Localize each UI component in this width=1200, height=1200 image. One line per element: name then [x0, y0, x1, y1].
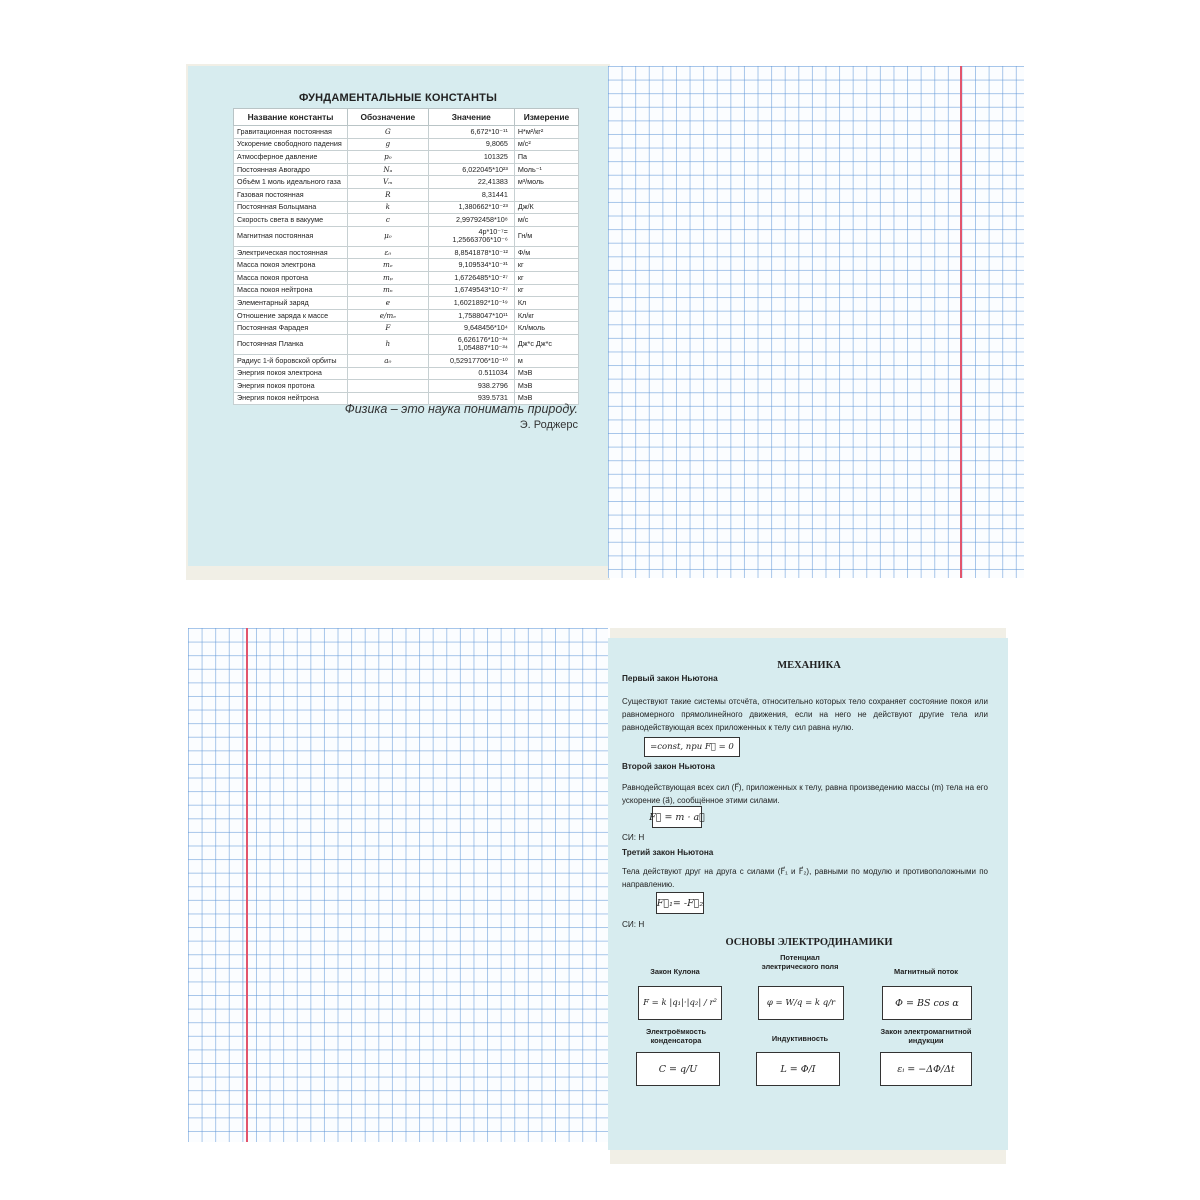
capacitance-label: Электроёмкость конденсатора [646, 1027, 706, 1045]
constant-name: Масса покоя электрона [234, 259, 348, 272]
constant-symbol: Nₐ [348, 163, 429, 176]
constant-name: Магнитная постоянная [234, 226, 348, 246]
constant-name: Радиус 1-й боровской орбиты [234, 354, 348, 367]
constant-name: Постоянная Планка [234, 334, 348, 354]
constants-row [234, 201, 579, 214]
constants-row [234, 322, 579, 335]
bottom-grid-page [188, 628, 608, 1142]
constants-row [234, 367, 579, 380]
constant-unit: Кл/моль [514, 322, 578, 335]
constant-symbol: p₀ [348, 151, 429, 164]
constant-value: 22,41383 [428, 176, 514, 189]
col-symbol-header: Обозначение [348, 109, 429, 126]
constant-name: Элементарный заряд [234, 297, 348, 310]
quote-author: Э. Роджерс [519, 419, 578, 431]
constant-unit: МэВ [514, 380, 578, 393]
constant-unit: Кл/кг [514, 309, 578, 322]
constant-value: 9,8065 [428, 138, 514, 151]
constant-value: 6,626176*10⁻³⁴ 1,054887*10⁻³⁴ [428, 334, 514, 354]
constant-name: Энергия покоя нейтрона [234, 392, 348, 405]
constant-unit: Кл [514, 297, 578, 310]
constants-row [234, 176, 579, 189]
constant-symbol [348, 367, 429, 380]
potential-label: Потенциал электрического поля [761, 953, 839, 971]
constant-name: Гравитационная постоянная [234, 126, 348, 139]
constant-unit: МэВ [514, 367, 578, 380]
constant-value: 8,31441 [428, 188, 514, 201]
constant-symbol: e/mₑ [348, 309, 429, 322]
second-law-text: Равнодействующая всех сил (F⃗), приложенных к телу, равна произведению массы (m) тела на его ускорение (a⃗), сообщённое этими силами. [622, 783, 988, 805]
constant-symbol: F [348, 322, 429, 335]
constants-row [234, 138, 579, 151]
constant-symbol: G [348, 126, 429, 139]
constant-value: 4p*10⁻⁷= 1,25663706*10⁻⁶ [428, 226, 514, 246]
third-law-title: Третий закон Ньютона [622, 848, 714, 857]
bottom-margin-line [246, 628, 248, 1142]
col-name-header: Название константы [234, 109, 348, 126]
constant-name: Масса покоя протона [234, 271, 348, 284]
constants-row [234, 309, 579, 322]
constant-value: 2,99792458*10⁸ [428, 214, 514, 227]
constant-name: Скорость света в вакууме [234, 214, 348, 227]
constant-unit: кг [514, 271, 578, 284]
constant-symbol: k [348, 201, 429, 214]
magnetic-flux-label: Магнитный поток [894, 967, 958, 976]
constant-symbol: mₙ [348, 284, 429, 297]
constant-value: 0.511034 [428, 367, 514, 380]
constant-unit: Н*м²/кг² [514, 126, 578, 139]
constant-value: 938.2796 [428, 380, 514, 393]
constant-value: 1,6021892*10⁻¹⁹ [428, 297, 514, 310]
constants-row [234, 126, 579, 139]
constant-value: 9,648456*10⁴ [428, 322, 514, 335]
constants-row [234, 380, 579, 393]
constant-name: Объём 1 моль идеального газа [234, 176, 348, 189]
constant-name: Газовая постоянная [234, 188, 348, 201]
constant-name: Отношение заряда к массе [234, 309, 348, 322]
constant-unit: Моль⁻¹ [514, 163, 578, 176]
constants-row [234, 334, 579, 354]
constants-row [234, 163, 579, 176]
constant-name: Ускорение свободного падения [234, 138, 348, 151]
constant-unit: Гн/м [514, 226, 578, 246]
constant-unit: Ф/м [514, 246, 578, 259]
inductance-formula: L = Φ/I [756, 1052, 840, 1086]
constant-name: Постоянная Авогадро [234, 163, 348, 176]
mechanics-content [608, 640, 1010, 1150]
constant-value: 1,6749543*10⁻²⁷ [428, 284, 514, 297]
constant-value: 939.5731 [428, 392, 514, 405]
constant-unit: Па [514, 151, 578, 164]
mechanics-title: МЕХАНИКА [777, 660, 841, 671]
constant-unit: кг [514, 259, 578, 272]
first-law-text: Существуют такие системы отсчёта, относительно которых тело сохраняет состояние покоя или равномерного прямолинейного движения, если на него не действуют другие тела или равнодействующая всех приложенных к телу сил равна нулю. [622, 697, 988, 732]
constant-symbol: μ₀ [348, 226, 429, 246]
constants-row [234, 226, 579, 246]
constant-unit: м/с [514, 214, 578, 227]
second-law-formula: F⃗ = m · a⃗ [652, 806, 702, 828]
constants-row [234, 188, 579, 201]
potential-formula: φ = W/q = k q/r [758, 986, 844, 1020]
constants-row [234, 271, 579, 284]
first-law-title: Первый закон Ньютона [622, 674, 718, 683]
constant-unit: Дж*с Дж*с [514, 334, 578, 354]
third-law-text: Тела действуют друг на друга с силами (F⃗₁ и F⃗₂), равными по модулю и противоположными по направлению. [622, 867, 988, 889]
second-law-title: Второй закон Ньютона [622, 762, 715, 771]
constants-row [234, 151, 579, 164]
constant-unit: кг [514, 284, 578, 297]
electro-title: ОСНОВЫ ЭЛЕКТРОДИНАМИКИ [725, 937, 893, 948]
constant-value: 1,380662*10⁻²³ [428, 201, 514, 214]
induction-formula: εᵢ = −ΔΦ/Δt [880, 1052, 972, 1086]
constant-symbol: g [348, 138, 429, 151]
constants-heading: ФУНДАМЕНТАЛЬНЫЕ КОНСТАНТЫ [298, 92, 498, 104]
magnetic-flux-formula: Φ = BS cos α [882, 986, 972, 1020]
constants-row [234, 214, 579, 227]
constant-symbol: a₀ [348, 354, 429, 367]
constant-value: 101325 [428, 151, 514, 164]
constants-table [233, 108, 579, 405]
constant-symbol: mₑ [348, 259, 429, 272]
coulomb-label: Закон Кулона [650, 967, 700, 976]
constant-name: Энергия покоя протона [234, 380, 348, 393]
top-grid-page [608, 66, 1024, 578]
constants-row [234, 284, 579, 297]
constant-name: Энергия покоя электрона [234, 367, 348, 380]
constant-symbol: e [348, 297, 429, 310]
constant-value: 6,022045*10²³ [428, 163, 514, 176]
constant-name: Постоянная Фарадея [234, 322, 348, 335]
constant-value: 8,8541878*10⁻¹² [428, 246, 514, 259]
induction-label: Закон электромагнитной индукции [880, 1027, 972, 1045]
third-law-unit: СИ: Н [622, 920, 645, 929]
constant-name: Масса покоя нейтрона [234, 284, 348, 297]
col-unit-header: Измерение [514, 109, 578, 126]
constant-symbol [348, 380, 429, 393]
constant-unit: м [514, 354, 578, 367]
constant-unit: Дж/К [514, 201, 578, 214]
physics-quote: Физика – это наука понимать природу. [344, 402, 578, 416]
constant-name: Атмосферное давление [234, 151, 348, 164]
constant-unit [514, 188, 578, 201]
constant-value: 1,6726485*10⁻²⁷ [428, 271, 514, 284]
constant-unit: м/с² [514, 138, 578, 151]
constants-row [234, 259, 579, 272]
col-value-header: Значение [428, 109, 514, 126]
constant-symbol: R [348, 188, 429, 201]
constants-row [234, 297, 579, 310]
coulomb-formula: F = k |q₁|·|q₂| / r² [638, 986, 722, 1020]
constant-symbol: c [348, 214, 429, 227]
third-law-formula: F⃗₁= -F⃗₂ [656, 892, 704, 914]
constant-value: 1,7588047*10¹¹ [428, 309, 514, 322]
constants-row [234, 246, 579, 259]
constant-value: 0,52917706*10⁻¹⁰ [428, 354, 514, 367]
capacitance-formula: C = q/U [636, 1052, 720, 1086]
constants-header-row [234, 109, 579, 126]
constant-symbol: mₚ [348, 271, 429, 284]
inductance-label: Индуктивность [771, 1034, 829, 1043]
constant-unit: м³/моль [514, 176, 578, 189]
constant-symbol: Vₘ [348, 176, 429, 189]
second-law-unit: СИ: Н [622, 833, 645, 842]
first-law-formula: =const, при F⃗ = 0 [644, 737, 740, 757]
constant-symbol: ε₀ [348, 246, 429, 259]
constants-row [234, 354, 579, 367]
constant-name: Электрическая постоянная [234, 246, 348, 259]
constant-value: 9,109534*10⁻³¹ [428, 259, 514, 272]
constant-unit: МэВ [514, 392, 578, 405]
constant-name: Постоянная Больцмана [234, 201, 348, 214]
constant-value: 6,672*10⁻¹¹ [428, 126, 514, 139]
top-margin-line [960, 66, 962, 578]
constant-symbol: h [348, 334, 429, 354]
